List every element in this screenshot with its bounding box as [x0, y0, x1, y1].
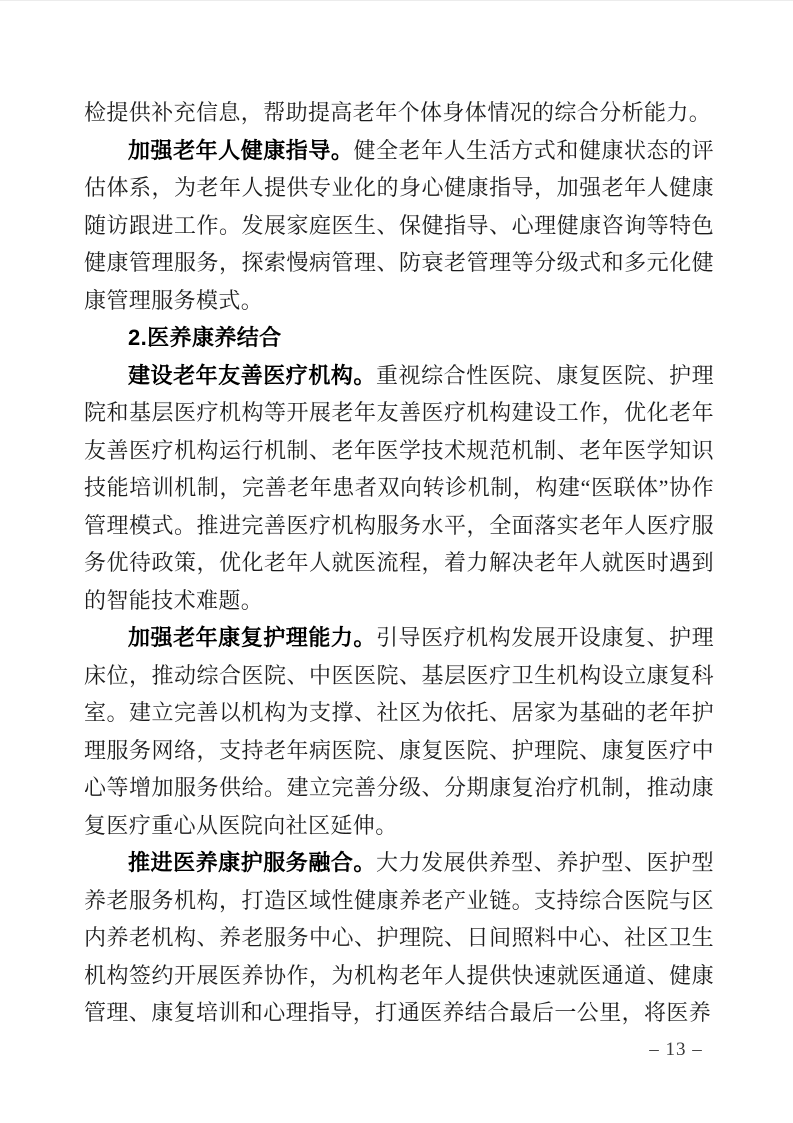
- page-number: – 13 –: [649, 1039, 703, 1060]
- paragraph-lead: 加强老年人健康指导。: [128, 137, 354, 163]
- paragraph-text: 大力发展供养型、养护型、医护型养老服务机构，打造区域性健康养老产业链。支持综合医院与区内养老机构、养老服务中心、护理院、日间照料中心、社区卫生机构签约开展医养协作，为机构老年人提供快速就医通道、健康管理、康复培训和心理指导，打通医养结合最后一公里，将医养: [84, 850, 714, 1025]
- paragraph-service-integration: [84, 844, 714, 1032]
- paragraph-text: 引导医疗机构发展开设康复、护理床位，推动综合医院、中医医院、基层医疗卫生机构设立康复科室。建立完善以机构为支撑、社区为依托、居家为基础的老年护理服务网络，支持老年病医院、康复医院、护理院、康复医疗中心等增加服务供给。建立完善分级、分期康复治疗机制，推动康复医疗重心从医院向社区延伸。: [84, 625, 714, 838]
- paragraph-text: 重视综合性医院、康复医院、护理院和基层医疗机构等开展老年友善医疗机构建设工作，优化老年友善医疗机构运行机制、老年医学技术规范机制、老年医学知识技能培训机制，完善老年患者双向转诊机制，构建“医联体”协作管理模式。推进完善医疗机构服务水平，全面落实老年人医疗服务优待政策，优化老年人就医流程，着力解决老年人就医时遇到的智能技术难题。: [84, 362, 714, 613]
- paragraph-text: 检提供补充信息，帮助提高老年个体身体情况的综合分析能力。: [84, 100, 712, 125]
- paragraph-lead: 推进医养康护服务融合。: [128, 850, 376, 875]
- document-body: [84, 94, 714, 1032]
- paragraph-continuation: [84, 94, 714, 132]
- paragraph-lead: 加强老年康复护理能力。: [128, 625, 376, 650]
- paragraph-health-guidance: [84, 132, 714, 320]
- section-heading-text: 2.医养康养结合: [128, 325, 282, 350]
- paragraph-rehab-nursing: [84, 619, 714, 844]
- section-heading: [84, 319, 714, 357]
- paragraph-friendly-institutions: [84, 357, 714, 620]
- paragraph-text: 健全老年人生活方式和健康状态的评估体系，为老年人提供专业化的身心健康指导，加强老年人健康随访跟进工作。发展家庭医生、保健指导、心理健康咨询等特色健康管理服务，探索慢病管理、防衰老管理等分级式和多元化健康管理服务模式。: [84, 137, 714, 313]
- paragraph-lead: 建设老年友善医疗机构。: [128, 362, 376, 388]
